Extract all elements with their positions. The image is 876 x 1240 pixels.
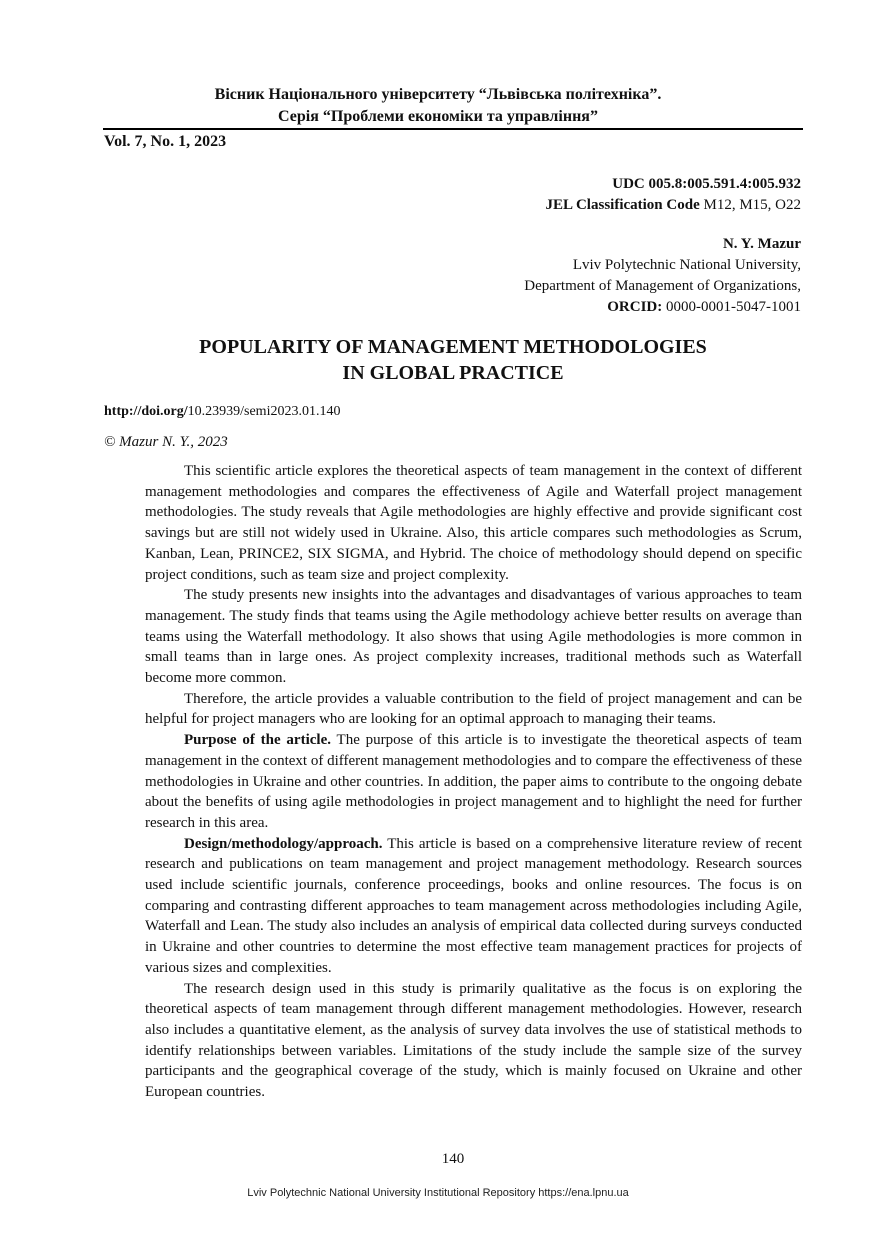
paragraph-3: Therefore, the article provides a valuable contribution to the field of project management and can be helpful for project managers who are looking for an optimal approach to managing their teams. xyxy=(145,690,802,728)
paragraph-design xyxy=(145,834,802,979)
paragraph-6: The research design used in this study is primarily qualitative as the focus is on exploring the theoretical aspects of team management through different management methodologies. However, research also includes a quantitative element, as the analysis of survey data involves the use of statistical methods to identify relationships between variables. Limitations of the study include the sample size of the survey participants and the geographical coverage of the study, which is mainly focused on Ukraine and other European countries. xyxy=(145,980,802,1101)
volume-info: Vol. 7, No. 1, 2023 xyxy=(104,133,227,150)
jel-line xyxy=(546,195,801,216)
author-name: N. Y. Mazur xyxy=(722,236,801,252)
header-rule xyxy=(103,128,803,130)
author-affiliation-2: Department of Management of Organizations, xyxy=(524,278,801,294)
article-title-line2: IN GLOBAL PRACTICE xyxy=(342,362,564,384)
author-affiliation-1: Lviv Polytechnic National University, xyxy=(572,257,801,273)
journal-title-line2: Серія “Проблеми економіки та управління” xyxy=(278,108,598,125)
paragraph-1: This scientific article explores the theoretical aspects of team management in the context of different management methodologies and compares the effectiveness of Agile and Waterfall project management methodologies. The study reveals that Agile methodologies are highly effective and provide significant cost savings but are still not widely used in Ukraine. Also, this article compares such methodologies as Scrum, Kanban, Lean, PRINCE2, SIX SIGMA, and Hybrid. The choice of methodology should depend on specific project conditions, such as team size and project complexity. xyxy=(145,463,802,583)
orcid-line xyxy=(607,297,801,318)
copyright: © Mazur N. Y., 2023 xyxy=(104,434,228,450)
purpose-heading: Purpose of the article. xyxy=(184,732,331,749)
doi-line xyxy=(104,403,340,421)
page-number: 140 xyxy=(441,1151,465,1167)
orcid-value: 0000-0001-5047-1001 xyxy=(666,299,801,315)
jel-label: JEL Classification Code xyxy=(545,197,700,213)
repository-footer: Lviv Polytechnic National University Institutional Repository https://ena.lpnu.ua xyxy=(247,1187,629,1199)
jel-value: M12, M15, O22 xyxy=(703,197,801,213)
doi-value: 10.23939/semi2023.01.140 xyxy=(187,404,341,419)
abstract-body xyxy=(145,461,802,1103)
paragraph-2: The study presents new insights into the advantages and disadvantages of various approaches to team management. The study finds that teams using the Agile methodology achieve better results on average than teams using the Waterfall methodology. It also shows that using Agile methodologies is more common in small teams than in large ones. As project complexity increases, traditional methods such as Waterfall become more common. xyxy=(145,587,802,687)
article-title-line1: POPULARITY OF MANAGEMENT METHODOLOGIES xyxy=(199,336,707,358)
journal-title-line1: Вісник Національного університету “Львівська політехніка”. xyxy=(214,86,662,103)
udc-value: 005.8:005.591.4:005.932 xyxy=(648,176,801,192)
doi-prefix: http://doi.org/ xyxy=(104,404,188,419)
udc-label: UDC xyxy=(612,176,645,192)
design-heading: Design/methodology/approach. xyxy=(184,835,383,852)
article-title xyxy=(0,334,876,386)
purpose-text: The purpose of this article is to investigate the theoretical aspects of team management in the context of different management methodologies and to compare the effectiveness of these methodologies in Ukraine and other countries. In addition, the paper aims to contribute to the ongoing debate about the benefits of using agile methodologies in project management and to highlight the need for further research in this area. xyxy=(145,732,803,831)
design-text: This article is based on a comprehensive literature review of recent research and publications on team management and project management methodology. Research sources used include scientific journals, conference proceedings, books and online resources. The focus is on comparing and contrasting different approaches to team management across methodologies including Agile, Waterfall and Lean. The study also includes an analysis of empirical data collected during surveys conducted in Ukraine and other countries to determine the most effective team management practices for projects of various sizes and complexities. xyxy=(145,835,802,976)
paragraph-purpose xyxy=(145,730,802,834)
orcid-label: ORCID: xyxy=(607,299,663,315)
udc-line xyxy=(612,174,801,195)
